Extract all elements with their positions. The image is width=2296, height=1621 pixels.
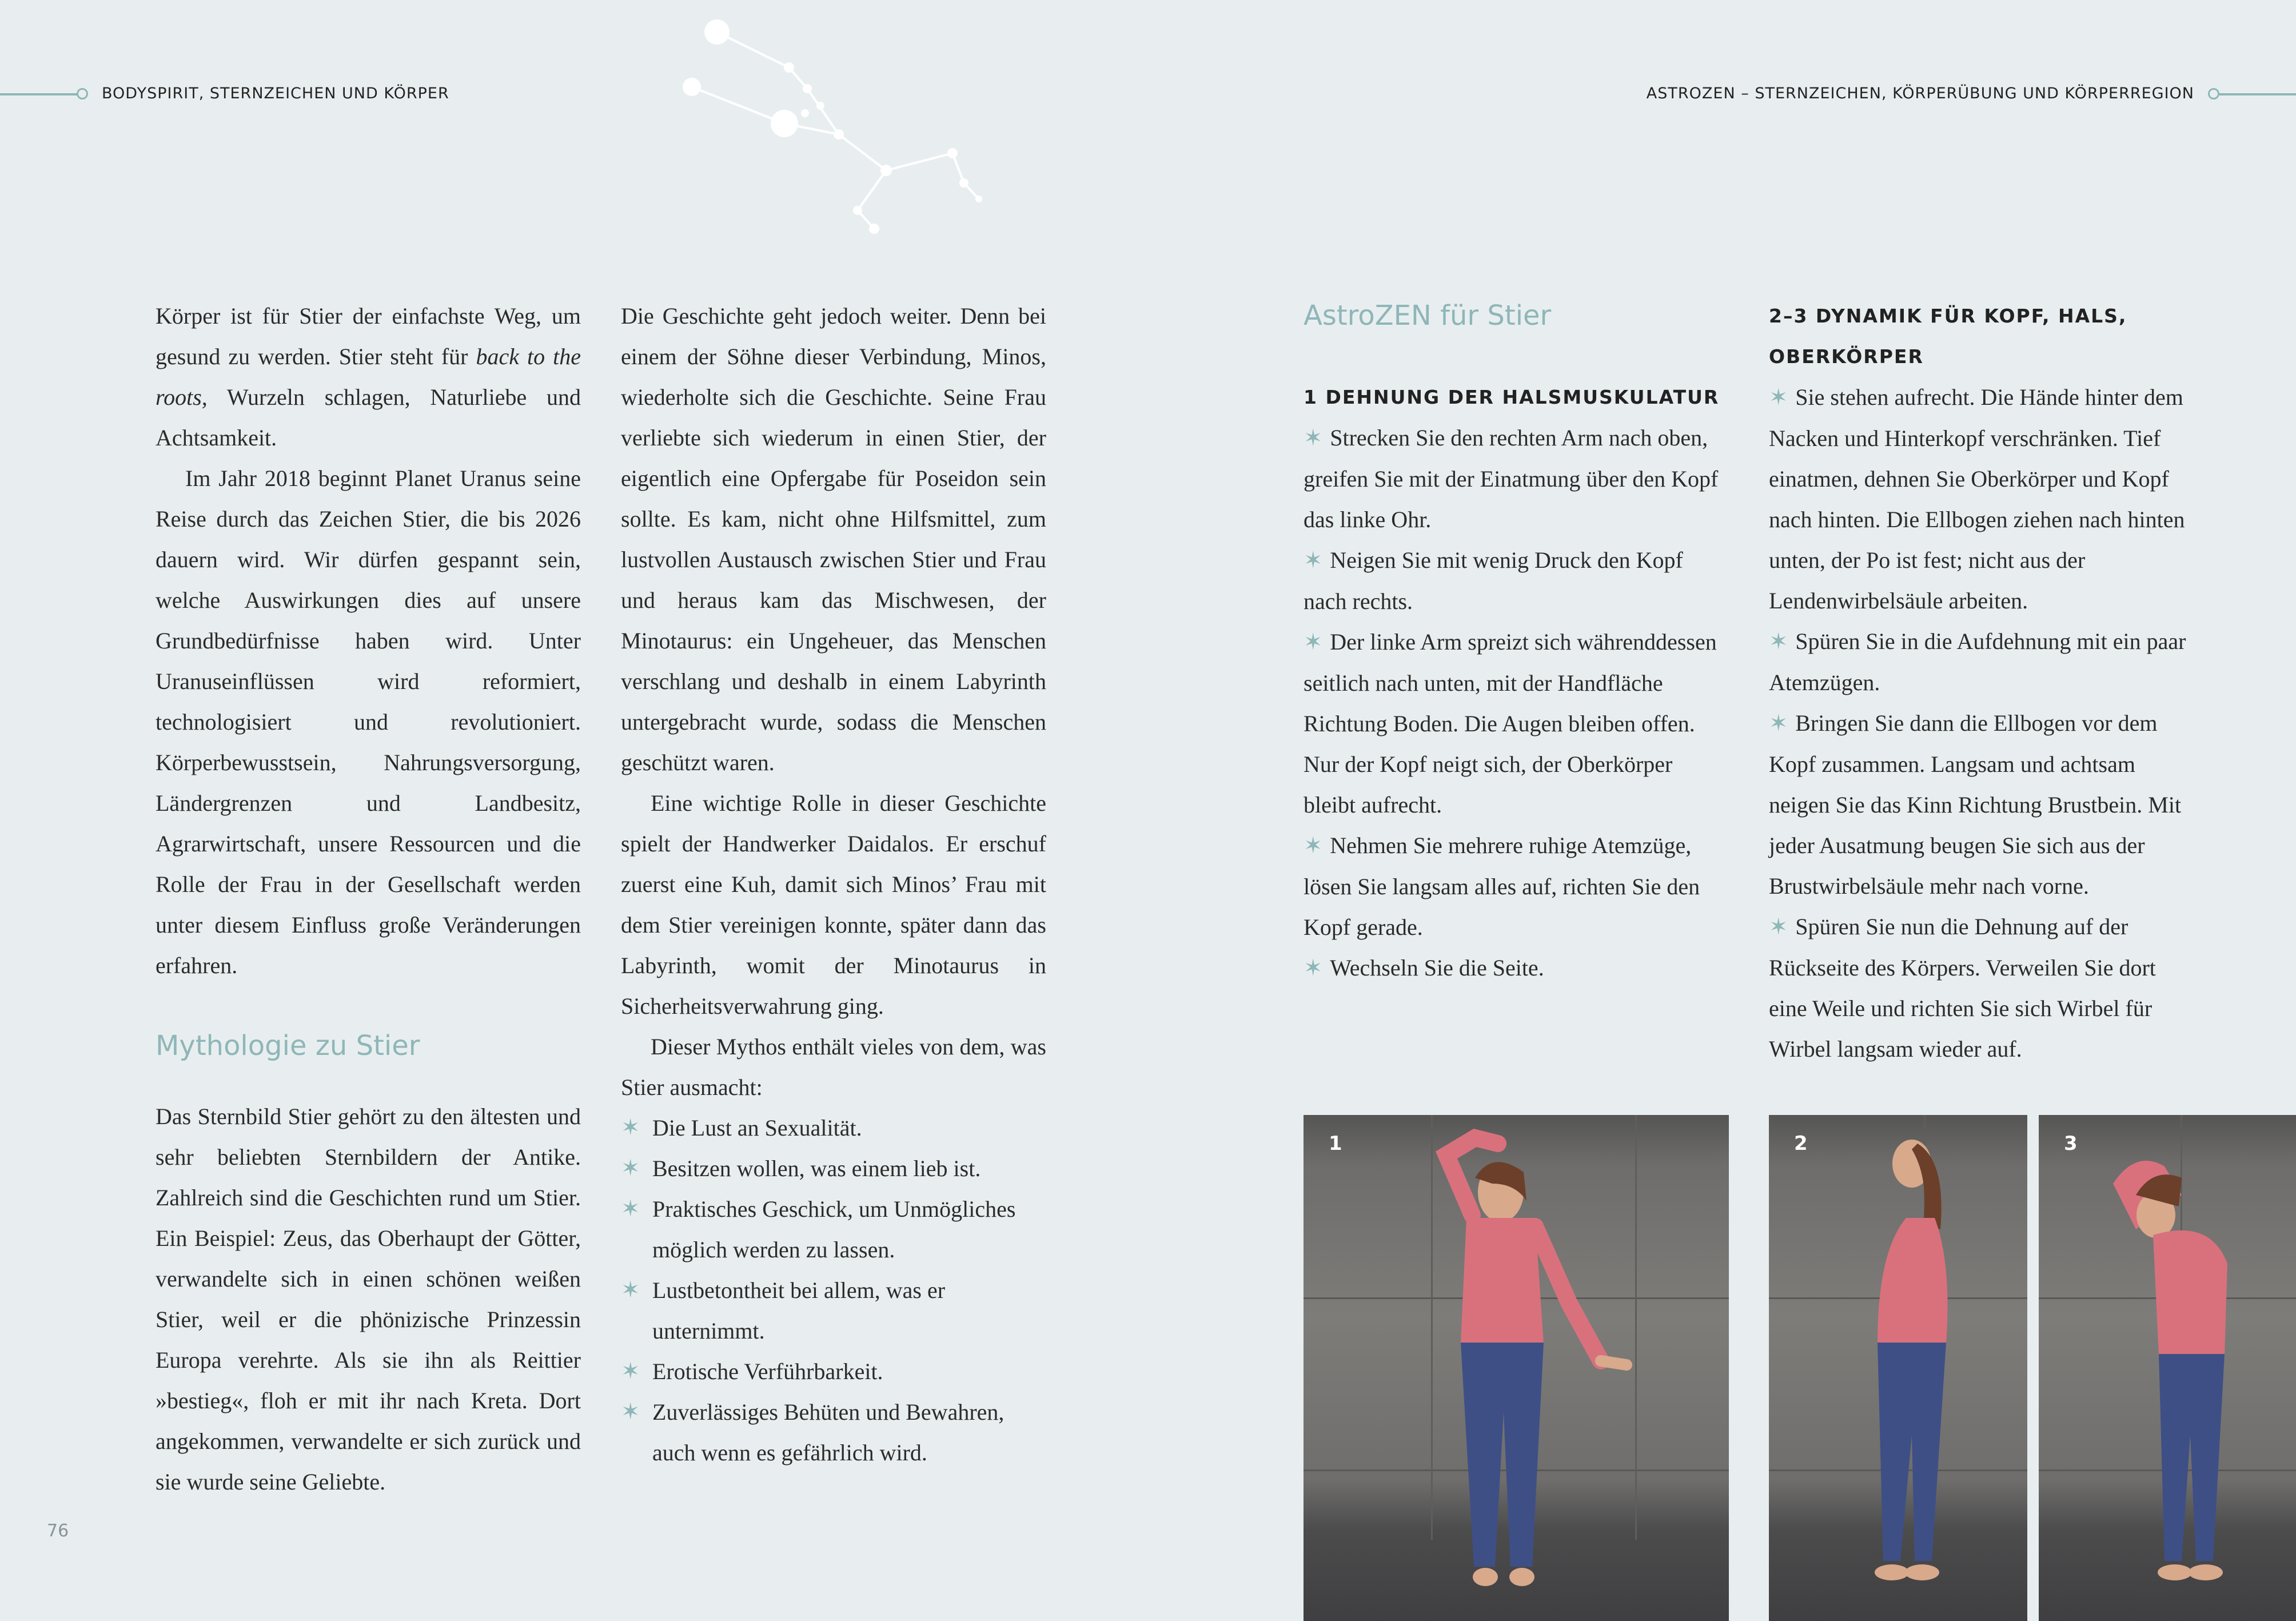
exercise-1-step: ✶ Wechseln Sie die Seite. [1304,955,1544,981]
header-rule-right [2219,93,2296,95]
list-item: ✶ Besitzen wollen, was einem lieb ist. [621,1148,1046,1189]
running-header-right: ASTROZEN – STERNZEICHEN, KÖRPERÜBUNG UND KÖRPERREGION [1646,85,2194,102]
exercise-photo-1 [1304,1115,1729,1621]
asterisk-icon: ✶ [1304,833,1330,859]
list-item: ✶ Praktisches Geschick, um Unmögliches möglich werden zu lassen. [621,1189,1046,1270]
asterisk-icon: ✶ [1769,914,1796,940]
header-ornament-right [2208,88,2219,99]
heading-astrozen: AstroZEN für Stier [1304,300,1552,332]
list-item: ✶ Erotische Verführbarkeit. [621,1351,1046,1392]
asterisk-icon: ✶ [621,1358,640,1384]
asterisk-icon: ✶ [621,1155,640,1181]
paragraph-mythos: Dieser Mythos enthält vieles von dem, was Stier ausmacht: [621,1034,1046,1100]
text-column-4 [1769,296,2194,1069]
exercise-photo-2 [1769,1115,2027,1621]
asterisk-icon: ✶ [1769,710,1796,736]
photo-label-2: 2 [1794,1132,1808,1155]
asterisk-icon: ✶ [1769,384,1796,411]
asterisk-icon: ✶ [621,1196,640,1222]
exercise-2-3-step: ✶ Spüren Sie nun die Dehnung auf der Rückseite des Körpers. Verweilen Sie dort eine Weile und richten Sie sich Wirbel für Wirbel langsam wieder auf. [1769,914,2156,1062]
asterisk-icon: ✶ [1304,955,1330,981]
paragraph-daidalos: Eine wichtige Rolle in dieser Geschichte spielt der Handwerker Daidalos. Er erschuf zuerst eine Kuh, damit sich Minos’ Frau mit dem Stier vereinigen konnte, später dann das Labyrinth, womit der Minotaurus in Sicherheitsverwahrung ging. [621,790,1046,1019]
text-column-2 [621,296,1046,1473]
asterisk-icon: ✶ [621,1399,640,1425]
header-ornament-left [77,88,88,99]
exercise-2-3-step: ✶ Bringen Sie dann die Ellbogen vor dem Kopf zusammen. Langsam und achtsam neigen Sie das Kinn Richtung Brustbein. Mit jeder Ausatmung beugen Sie sich aus der Brustwirbelsäule mehr nach vorne. [1769,710,2182,899]
page-number: 76 [47,1521,69,1541]
exercise-1-step: ✶ Der linke Arm spreizt sich währenddessen seitlich nach unten, mit der Handfläche Richtung Boden. Die Augen bleiben offen. Nur der Kopf neigt sich, der Oberkörper bleibt aufrecht. [1304,629,1717,818]
paragraph-intro: Körper ist für Stier der einfachste Weg, um gesund zu werden. Stier steht für back to the roots, Wurzeln schlagen, Naturliebe und Achtsamkeit. [156,303,581,451]
asterisk-icon: ✶ [1304,425,1330,451]
exercise-2-3-step: ✶ Spüren Sie in die Aufdehnung mit ein paar Atemzügen. [1769,628,2186,695]
running-header-left: BODYSPIRIT, STERNZEICHEN UND KÖRPER [102,85,449,102]
paragraph-geschichte: Die Geschichte geht jedoch weiter. Denn bei einem der Söhne dieser Verbindung, Minos, wiederholte sich die Geschichte. Seine Frau verliebte sich wiederum in einen Stier, der eigentlich eine Opfergabe für Poseidon sein sollte. Es kam, nicht ohne Hilfsmittel, zum lustvollen Austausch zwischen Stier und Frau und heraus kam das Mischwesen, der Minotaurus: ein Ungeheuer, das Menschen verschlang und deshalb in einem Labyrinth untergebracht wurde, sodass die Menschen geschützt waren. [621,303,1046,775]
text-column-1 [156,296,581,1502]
asterisk-icon: ✶ [621,1114,640,1141]
asterisk-icon: ✶ [1304,547,1330,573]
woman-side-stretch-figure [1304,1115,1729,1621]
list-item: ✶ Lustbetontheit bei allem, was er unternimmt. [621,1270,1046,1351]
taurus-constellation-icon [675,11,995,240]
exercise-2-3-step: ✶ Sie stehen aufrecht. Die Hände hinter dem Nacken und Hinterkopf verschränken. Tief einatmen, dehnen Sie Oberkörper und Kopf nach hinten. Die Ellbogen ziehen nach hinten unten, der Po ist fest; nicht aus der Lendenwirbelsäule arbeiten. [1769,384,2185,614]
list-item: ✶ Zuverlässiges Behüten und Bewahren, auch wenn es gefährlich wird. [621,1392,1046,1473]
exercise-photo-3 [2039,1115,2296,1621]
exercise-1-step: ✶ Nehmen Sie mehrere ruhige Atemzüge, lösen Sie langsam alles auf, richten Sie den Kopf gerade. [1304,833,1700,940]
list-item: ✶ Die Lust an Sexualität. [621,1108,1046,1148]
asterisk-icon: ✶ [1304,629,1330,655]
exercise-1-step: ✶ Neigen Sie mit wenig Druck den Kopf nach rechts. [1304,547,1683,614]
exercise-2-3-title: 2–3 DYNAMIK FÜR KOPF, HALS, OBERKÖRPER [1769,305,2127,368]
exercise-1-step: ✶ Strecken Sie den rechten Arm nach oben, greifen Sie mit der Einatmung über den Kopf das linke Ohr. [1304,425,1719,532]
woman-backbend-figure [1769,1115,2027,1621]
text-column-3 [1304,296,1729,989]
asterisk-icon: ✶ [1769,628,1796,655]
header-rule-left [0,93,78,95]
paragraph-sternbild: Das Sternbild Stier gehört zu den ältesten und sehr beliebten Sternbildern der Antike. Zahlreich sind die Geschichten rund um Stier. Ein Beispiel: Zeus, das Oberhaupt der Götter, verwandelte sich in einen schönen weißen Stier, weil er die phönizische Prinzessin Europa verehrte. Als sie ihn als Reittier »bestieg«, floh er mit ihr nach Kreta. Dort angekommen, verwandelte er sich zurück und sie wurde seine Geliebte. [156,1104,581,1495]
heading-mythologie: Mythologie zu Stier [156,1030,420,1062]
photo-label-1: 1 [1329,1132,1342,1155]
exercise-1-title: 1 DEHNUNG DER HALSMUSKULATUR [1304,386,1720,408]
paragraph-uranus: Im Jahr 2018 beginnt Planet Uranus seine Reise durch das Zeichen Stier, die bis 2026 dauern wird. Wir dürfen gespannt sein, welche Auswirkungen dies auf unsere Grundbedürfnisse haben wird. Unter Uranuseinflüssen wird reformiert, technologisiert und revolutioniert. Körperbewusstsein, Nahrungsversorgung, Ländergrenzen und Landbesitz, Agrarwirtschaft, unsere Ressourcen und die Rolle der Frau in der Gesellschaft werden unter diesem Einfluss große Veränderungen erfahren. [156,465,581,978]
photo-label-3: 3 [2064,1132,2078,1155]
woman-forward-bend-figure [2039,1115,2296,1621]
asterisk-icon: ✶ [621,1277,640,1303]
